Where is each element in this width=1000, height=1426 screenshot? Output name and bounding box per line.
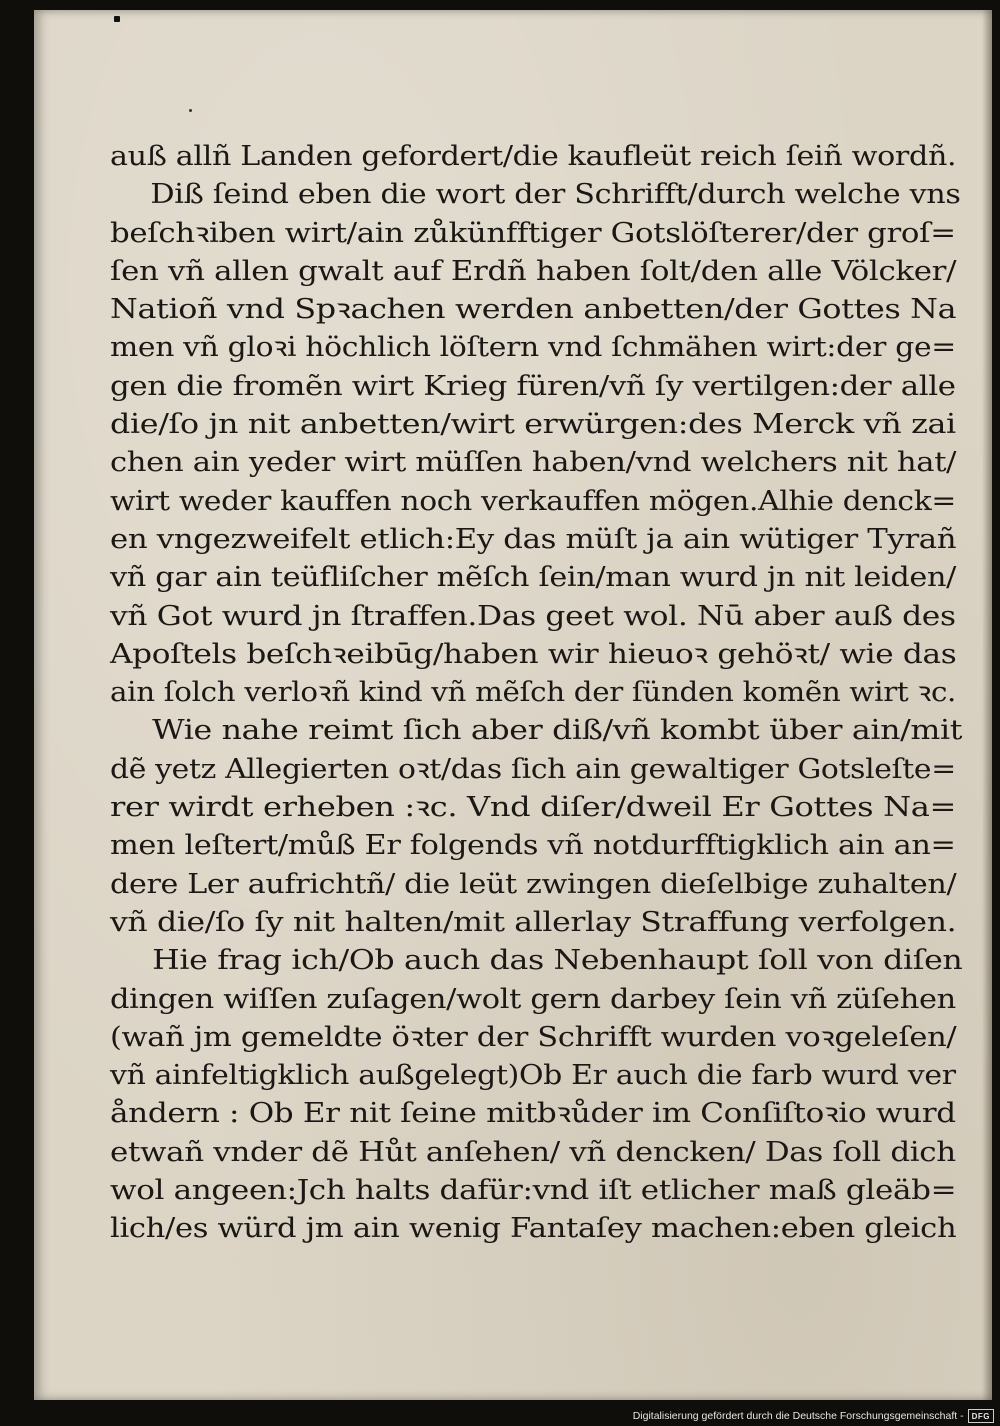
ink-speck	[189, 109, 192, 112]
text-line: wirt weder kauffen noch verkauffen mögen.Alhie denck=	[110, 485, 956, 517]
text-line: ſen vñ allen gwalt auf Erdñ haben ſolt/den alle Völcker/	[110, 255, 957, 287]
text-line: beſchꝛiben wirt/ain zůkünfftiger Gotslöſterer/der groſ=	[110, 217, 956, 249]
text-line: Apoſtels beſchꝛeibūg/haben wir hieuoꝛ gehöꝛt/ wie das	[110, 638, 957, 670]
text-line: en vngezweifelt etlich:Ey das müſt ja ain wütiger Tyrañ	[110, 523, 957, 555]
text-line: wol angeen:Jch halts dafür:vnd iſt etlicher maß gleäb=	[110, 1175, 957, 1207]
text-line: dingen wiſſen zuſagen/wolt gern darbey ſein vñ züſehen	[110, 983, 956, 1015]
text-line: vñ ainfeltigklich außgelegt)Ob Er auch die farb wurd ver	[110, 1060, 956, 1092]
text-line: Hie frag ich/Ob auch das Nebenhaupt ſoll von diſen	[152, 945, 963, 977]
scan-mark	[114, 16, 120, 22]
text-line: etwañ vnder dẽ Hůt anſehen/ vñ dencken/ Das ſoll dich	[110, 1136, 956, 1168]
dfg-logo-icon: DFG	[968, 1409, 994, 1423]
text-line: men leſtert/můß Er folgends vñ notdurfftigklich ain an=	[110, 830, 956, 862]
text-line: Wie nahe reimt ſich aber diß/vñ kombt über ain/mit	[152, 715, 963, 747]
text-line: vñ die/ſo ſy nit halten/mit allerlay Straffung verfolgen.	[110, 906, 957, 938]
footer-credit-text: Digitalisierung gefördert durch die Deutsche Forschungsgemeinschaft -	[632, 1410, 964, 1422]
text-line: die/ſo jn nit anbetten/wirt erwürgen:des Merck vñ zai	[110, 409, 956, 441]
text-line: vñ gar ain teüfliſcher mẽſch ſein/man wurd jn nit leiden/	[110, 562, 956, 594]
text-line: Natioñ vnd Spꝛachen werden anbetten/der Gottes Na	[110, 294, 957, 326]
digitization-footer	[633, 1409, 994, 1423]
text-line: gen die fromẽn wirt Krieg füren/vñ ſy vertilgen:der alle	[110, 370, 956, 402]
text-line: åndern : Ob Er nit ſeine mitbꝛůder im Conſiſtoꝛio wurd	[110, 1098, 956, 1130]
text-line: chen ain yeder wirt müſſen haben/vnd welchers nit hat/	[110, 447, 957, 479]
text-line: ain ſolch verloꝛñ kind vñ mẽſch der ſünden komẽn wirt ꝛc.	[110, 677, 957, 709]
text-line: auß allñ Landen gefordert/die kaufleüt reich ſeiñ wordñ.	[110, 141, 957, 172]
page-text-block	[110, 138, 963, 1249]
text-line: Diß ſeind eben die wort der Schrifft/durch welche vns	[150, 179, 961, 211]
text-line: rer wirdt erheben :ꝛc. Vnd diſer/dweil Er Gottes Na=	[110, 792, 957, 824]
text-line: dẽ yetz Allegierten oꝛt/das ſich ain gewaltiger Gotsleſte=	[110, 753, 956, 785]
text-line: men vñ gloꝛi höchlich löſtern vnd ſchmähen wirt:der ge=	[110, 332, 956, 364]
text-line: dere Ler aufrichtñ/ die leüt zwingen dieſelbige zuhalten/	[110, 868, 957, 900]
text-line: (wañ jm gemeldte öꝛter der Schrifft wurden voꝛgeleſen/	[110, 1021, 957, 1053]
text-line: lich/es würd jm ain wenig Fantaſey machen:eben gleich	[110, 1213, 957, 1245]
text-line: vñ Got wurd jn ſtraffen.Das geet wol. Nū aber auß des	[110, 600, 956, 632]
